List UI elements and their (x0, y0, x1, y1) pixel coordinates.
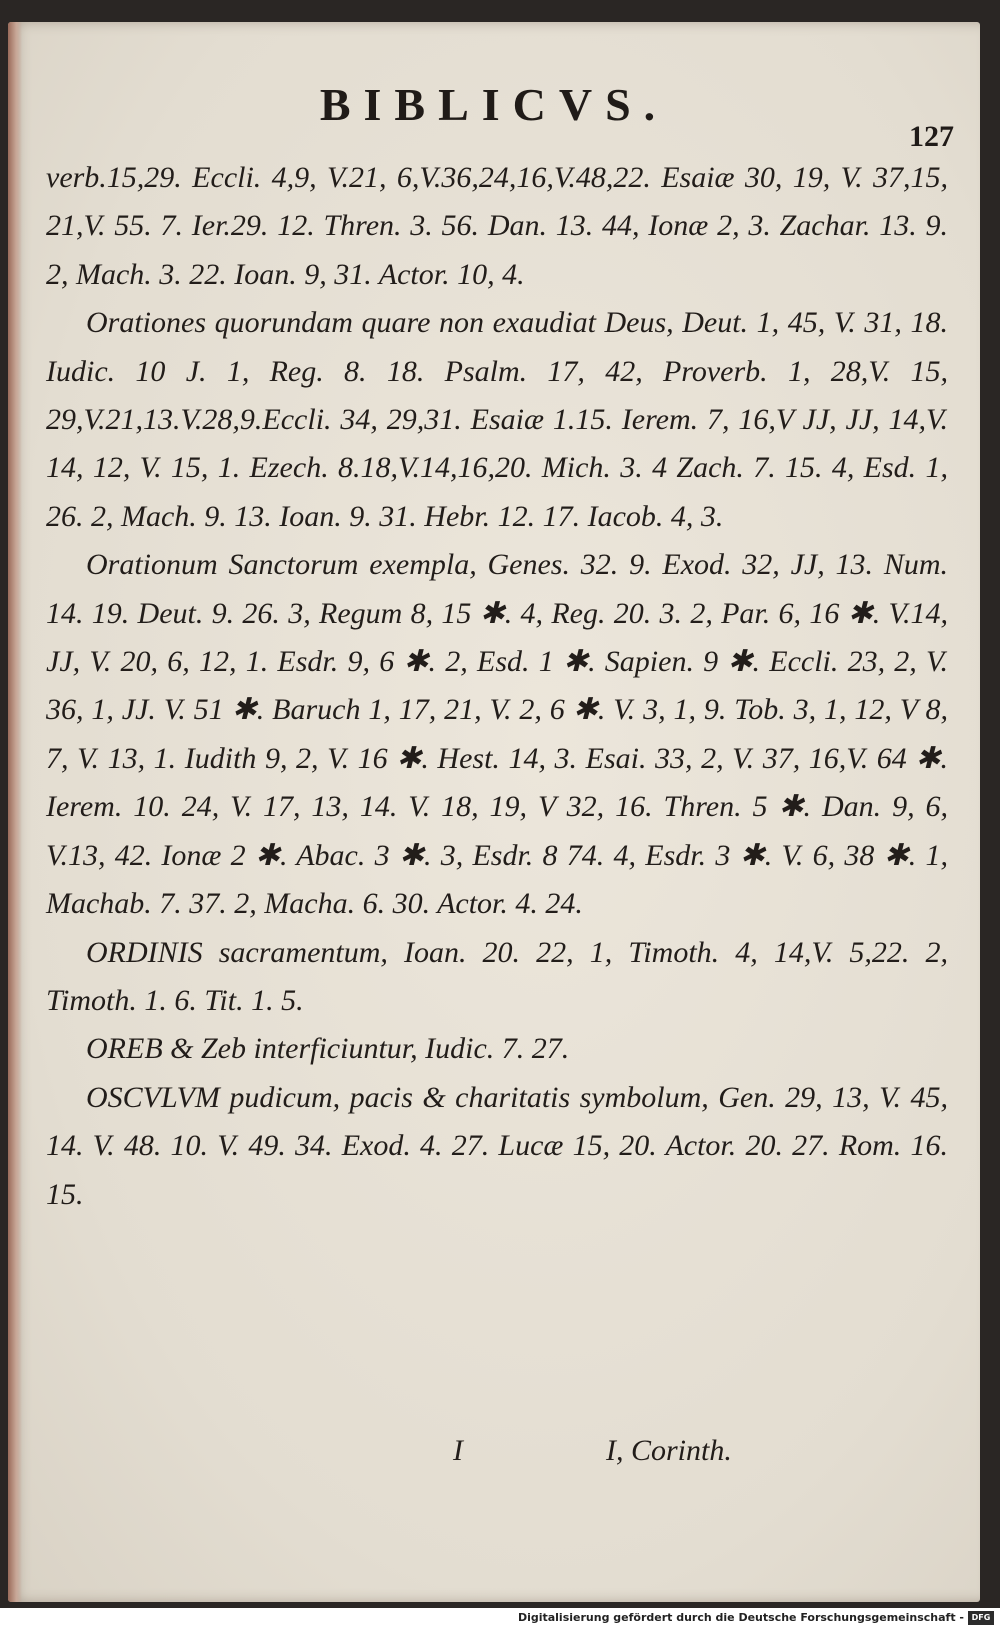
index-entry: verb.15,29. Eccli. 4,9, V.21, 6,V.36,24,16,V.48,22. Esaiæ 30, 19, V. 37,15, 21,V. 55. 7. Ier.29. 12. Thren. 3. 56. Dan. 13. 44, Ionæ 2, 3. Zachar. 13. 9. 2, Mach. 3. 22. Ioan. 9, 31. Actor. 10, 4. (46, 161, 948, 291)
index-entry: Orationum Sanctorum exempla, Genes. 32. 9. Exod. 32, JJ, 13. Num. 14. 19. Deut. 9. 26. 3, Regum 8, 15 ✱. 4, Reg. 20. 3. 2, Par. 6, 16 ✱. V.14, JJ, V. 20, 6, 12, 1. Esdr. 9, 6 ✱. 2, Esd. 1 ✱. Sapien. 9 ✱. Eccli. 23, 2, V. 36, 1, JJ. V. 51 ✱. Baruch 1, 17, 21, V. 2, 6 ✱. V. 3, 1, 9. Tob. 3, 1, 12, V 8, 7, V. 13, 1. Iudith 9, 2, V. 16 ✱. Hest. 14, 3. Esai. 33, 2, V. 37, 16,V. 64 ✱. Ierem. 10. 24, V. 17, 13, 14. V. 18, 19, V 32, 16. Thren. 5 ✱. Dan. 9, 6, V.13, 42. Ionæ 2 ✱. Abac. 3 ✱. 3, Esdr. 8 74. 4, Esdr. 3 ✱. V. 6, 38 ✱. 1, Machab. 7. 37. 2, Macha. 6. 30. Actor. 4. 24. (46, 548, 948, 921)
funding-credit: Digitalisierung gefördert durch die Deutsche Forschungsgemeinschaft - (517, 1611, 964, 1624)
catchword: I, Corinth. (606, 1434, 732, 1467)
dfg-logo-icon: DFG (968, 1611, 994, 1625)
index-entry: ORDINIS sacramentum, Ioan. 20. 22, 1, Timoth. 4, 14,V. 5,22. 2, Timoth. 1. 6. Tit. 1. 5. (46, 935, 948, 1017)
index-body (46, 154, 948, 1219)
book-page (8, 22, 980, 1602)
page-number: 127 (909, 120, 954, 153)
index-entry: Orationes quorundam quare non exaudiat Deus, Deut. 1, 45, V. 31, 18. Iudic. 10 J. 1, Reg. 8. 18. Psalm. 17, 42, Proverb. 1, 28,V. 15, 29,V.21,13.V.28,9.Eccli. 34, 29,31. Esaiæ 1.15. Ierem. 7, 16,V JJ, JJ, 14,V. 14, 12, V. 15, 1. Ezech. 8.18,V.14,16,20. Mich. 3. 4 Zach. 7. 15. 4, Esd. 1, 26. 2, Mach. 9. 13. Ioan. 9. 31. Hebr. 12. 17. Iacob. 4, 3. (46, 306, 948, 533)
index-entry: OSCVLVM pudicum, pacis & charitatis symbolum, Gen. 29, 13, V. 45, 14. V. 48. 10. V. 49. 34. Exod. 4. 27. Lucæ 15, 20. Actor. 20. 27. Rom. 16. 15. (46, 1080, 948, 1211)
running-head: BIBLICVS. (319, 79, 669, 130)
signature-mark: I (453, 1434, 463, 1467)
index-entry: OREB & Zeb interficiuntur, Iudic. 7. 27. (86, 1032, 570, 1066)
page-edge (8, 22, 22, 1602)
digitization-footer (0, 1608, 1000, 1629)
catchword-line (8, 1434, 980, 1484)
